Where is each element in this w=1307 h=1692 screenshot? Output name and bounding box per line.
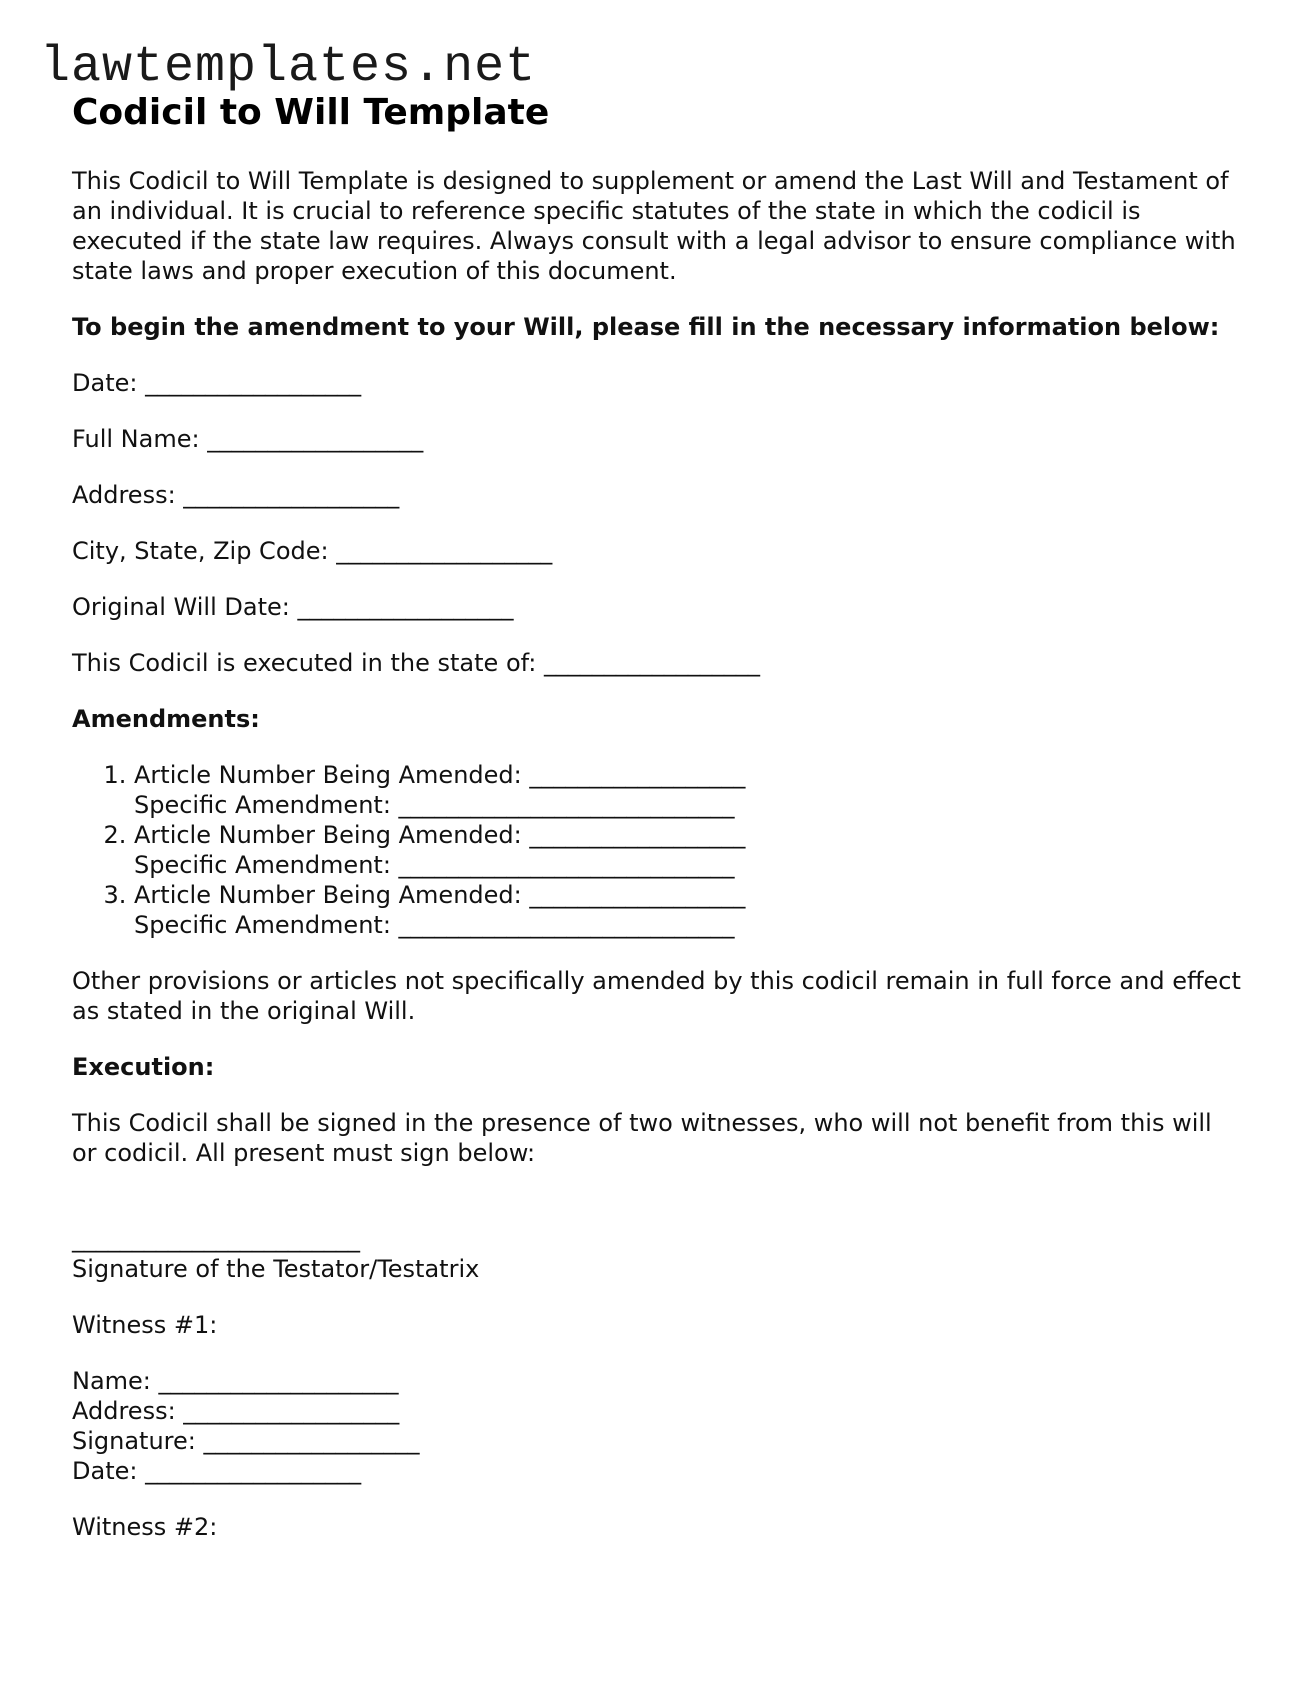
address-field[interactable]: Address: __________________ [72, 481, 400, 509]
intro-paragraph: This Codicil to Will Template is designed to supplement or amend the Last Will and Testament of an individual. It is crucial to reference specific statutes of the state in which the codicil is executed if the state law requires. Always consult with a legal advisor to ensure compliance with state laws and proper execution of this document. [72, 167, 1236, 285]
witness-1-date-field[interactable]: Date: __________________ [72, 1457, 362, 1485]
specific-amendment-field[interactable]: Specific Amendment: ____________________________ [134, 851, 735, 879]
document-title: Codicil to Will Template [72, 92, 550, 133]
original-will-date-field[interactable]: Original Will Date: __________________ [72, 593, 514, 621]
amendments-list [72, 760, 1242, 940]
execution-paragraph: This Codicil shall be signed in the presence of two witnesses, who will not benefit from this will or codicil. All present must sign below: [72, 1109, 1212, 1167]
specific-amendment-field[interactable]: Specific Amendment: ____________________________ [134, 911, 735, 939]
execution-heading: Execution: [72, 1053, 215, 1081]
full-name-field[interactable]: Full Name: __________________ [72, 425, 424, 453]
instruction-heading: To begin the amendment to your Will, please fill in the necessary information below: [72, 313, 1220, 341]
amendment-item [134, 880, 1242, 940]
amendment-item [134, 820, 1242, 880]
amendments-heading: Amendments: [72, 705, 260, 733]
witness-1-signature-field[interactable]: Signature: __________________ [72, 1427, 420, 1455]
amendment-item [134, 760, 1242, 820]
testator-signature-label: Signature of the Testator/Testatrix [72, 1255, 480, 1283]
other-provisions-paragraph: Other provisions or articles not specifically amended by this codicil remain in full force and effect as stated in the original Will. [72, 967, 1241, 1025]
witness-1-name-field[interactable]: Name: ____________________ [72, 1367, 399, 1395]
specific-amendment-field[interactable]: Specific Amendment: ____________________________ [134, 791, 735, 819]
testator-signature-line[interactable]: ________________________ [72, 1225, 360, 1253]
state-of-execution-field[interactable]: This Codicil is executed in the state of: __________________ [72, 649, 760, 677]
witness-1-heading: Witness #1: [72, 1311, 218, 1339]
article-number-field[interactable]: 3. Article Number Being Amended: __________________ [134, 881, 746, 909]
date-field[interactable]: Date: __________________ [72, 369, 362, 397]
site-watermark: lawtemplates.net [40, 39, 537, 96]
witness-1-fields [72, 1366, 1242, 1486]
city-state-zip-field[interactable]: City, State, Zip Code: __________________ [72, 537, 553, 565]
testator-signature-block [72, 1224, 1242, 1284]
witness-2-heading: Witness #2: [72, 1513, 218, 1541]
article-number-field[interactable]: 2. Article Number Being Amended: __________________ [134, 821, 746, 849]
witness-1-address-field[interactable]: Address: __________________ [72, 1397, 400, 1425]
article-number-field[interactable]: 1. Article Number Being Amended: __________________ [134, 761, 746, 789]
document-page [72, 88, 1242, 1542]
